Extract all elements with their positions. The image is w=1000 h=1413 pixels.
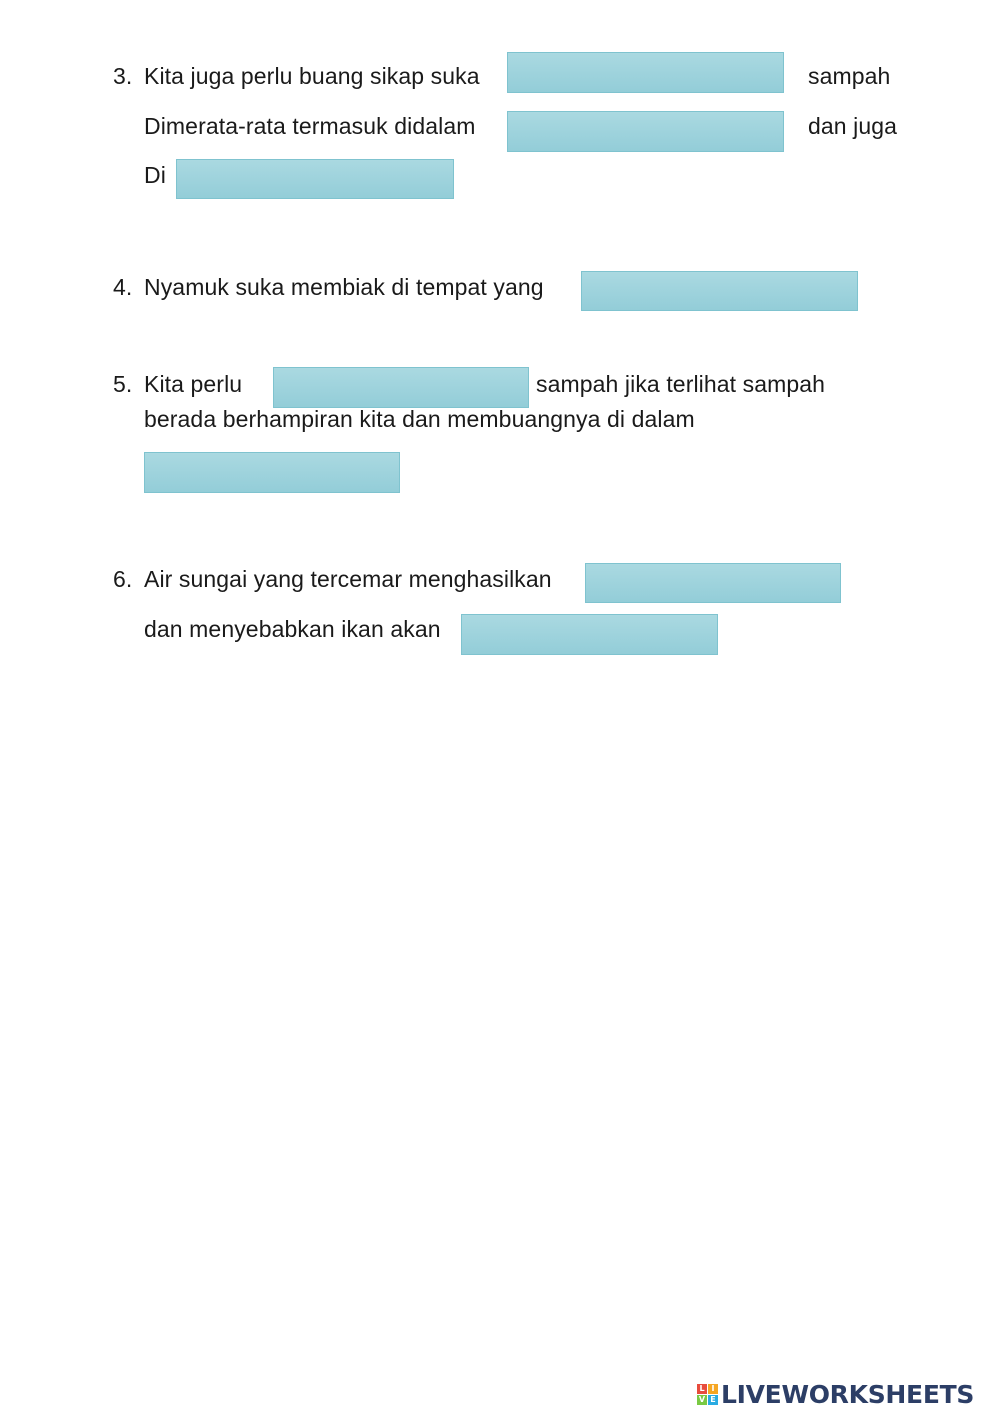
question-number: 5. (113, 371, 133, 397)
question-text: Di (144, 162, 166, 188)
question-text: Dimerata-rata termasuk didalam (144, 113, 476, 139)
question-text: sampah jika terlihat sampah (536, 371, 826, 397)
answer-blank-5a[interactable] (273, 367, 529, 408)
question-text: dan juga (808, 113, 898, 139)
liveworksheets-logo (697, 1378, 974, 1410)
question-text: dan menyebabkan ikan akan (144, 616, 441, 642)
logo-mark-icon (697, 1384, 718, 1405)
question-text: Nyamuk suka membiak di tempat yang (144, 274, 544, 300)
logo-mark-tile: L (697, 1384, 707, 1394)
answer-blank-3c[interactable] (176, 159, 454, 199)
question-number: 4. (113, 274, 133, 300)
answer-blank-4[interactable] (581, 271, 858, 311)
question-text: sampah (808, 63, 891, 89)
question-text: Air sungai yang tercemar menghasilkan (144, 566, 552, 592)
answer-blank-3b[interactable] (507, 111, 784, 152)
logo-mark-tile: V (698, 1394, 706, 1404)
answer-blank-6b[interactable] (461, 614, 718, 655)
logo-mark-tile: I (708, 1384, 718, 1394)
logo-mark-tile: E (708, 1395, 718, 1405)
question-number: 3. (113, 63, 133, 89)
answer-blank-3a[interactable] (507, 52, 784, 93)
question-text: Kita perlu (144, 371, 243, 397)
question-text: Kita juga perlu buang sikap suka (144, 63, 480, 89)
logo-text: LIVEWORKSHEETS (721, 1379, 975, 1409)
question-number: 6. (113, 566, 133, 592)
question-text: berada berhampiran kita dan membuangnya di dalam (144, 406, 695, 432)
answer-blank-5b[interactable] (144, 452, 400, 493)
answer-blank-6a[interactable] (585, 563, 841, 603)
